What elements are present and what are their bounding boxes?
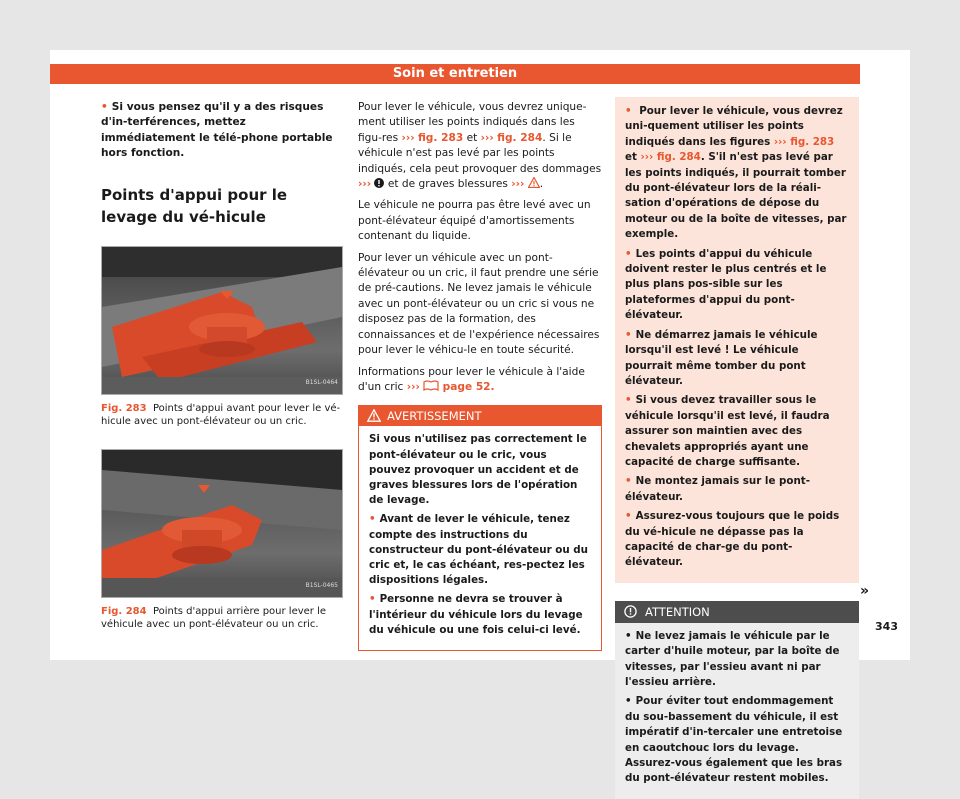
warning-box	[358, 405, 602, 651]
column-3	[615, 97, 859, 799]
warning-header	[359, 406, 601, 426]
warning-continued-box	[615, 97, 859, 583]
attention-title: ATTENTION	[645, 604, 710, 619]
figure-code: B1SL-0465	[305, 582, 338, 590]
attention-box	[615, 601, 859, 799]
figure-rear-lift-points	[101, 449, 343, 598]
attention-item: • Ne levez jamais le véhicule par le carter d'huile moteur, par la boîte de vitesses, par l'essieu avant ni par l'essieu arrière.	[625, 629, 849, 691]
front-lift-point-image	[102, 247, 342, 394]
figure-front-lift-points	[101, 246, 343, 395]
figure-caption-text: Points d'appui arrière pour lever le véhicule avec un pont-élévateur ou un cric.	[101, 605, 327, 631]
warning-triangle-icon	[528, 177, 540, 188]
warning-triangle-icon	[367, 409, 381, 422]
warning-item: • Personne ne devra se trouver à l'intérieur du véhicule lors du levage du véhicule ou une fois celui-ci levé.	[369, 592, 591, 638]
paragraph-lift-points: Pour lever le véhicule, vous devrez unique-ment utiliser les points indiqués dans les figu-res ››› fig. 283 et ››› fig. 284. Si le véhicule n'est pas levé par les points indiqués, cela peut provoquer des dommages ››› et de graves blessures ››› .	[358, 101, 602, 191]
figure-label: Fig. 284	[101, 605, 147, 617]
warning-item: • Ne montez jamais sur le pont-élévateur.	[625, 474, 849, 505]
info-icon	[374, 178, 384, 188]
warning-item: • Assurez-vous toujours que le poids du vé-hicule ne dépasse pas la capacité de char-ge du pont-élévateur.	[625, 509, 849, 571]
column-2	[358, 100, 602, 651]
book-page-icon	[423, 380, 439, 391]
warning-intro: Si vous n'utilisez pas correctement le pont-élévateur ou le cric, vous pouvez provoquer un accident et de graves blessures lors de l'opération de levage.	[369, 433, 587, 507]
rear-lift-point-image	[102, 450, 342, 597]
intro-bullet: • Si vous pensez qu'il y a des risques d'in-terférences, mettez immédiatement le télé-phone portable hors fonction.	[101, 100, 341, 162]
link-fig-283[interactable]: fig. 283	[417, 131, 464, 144]
link-fig-284[interactable]: fig. 284	[497, 131, 543, 144]
link-fig-283[interactable]: fig. 283	[790, 135, 835, 148]
column-1	[101, 100, 341, 652]
warning-title: AVERTISSEMENT	[387, 409, 482, 424]
warning-item: • Avant de lever le véhicule, tenez compte des instructions du constructeur du pont-élévateur ou du cric et, le cas échéant, res-pectez les dispositions légales.	[369, 512, 591, 588]
attention-item: • Pour éviter tout endommagement du sou-bassement du véhicule, il est impératif d'in-tercaler une entretoise en caoutchouc lors du levage. Assurez-vous également que les bras du pont-élévateur restent mobiles.	[625, 694, 849, 786]
figure-caption	[101, 605, 341, 632]
section-heading: Points d'appui pour le levage du vé-hicule	[101, 185, 288, 226]
warning-item: • Ne démarrez jamais le véhicule lorsqu'il est levé ! Le véhicule pourrait même tomber du pont élévateur.	[625, 328, 849, 390]
paragraph-jack-info: Informations pour lever le véhicule à l'aide d'un cric ››› page 52.	[358, 365, 585, 393]
figure-code: B1SL-0464	[305, 379, 338, 387]
page-number: 343	[875, 620, 898, 633]
warning-item: • Si vous devez travailler sous le véhicule lorsqu'il est levé, il faudra assurer son maintien avec des chevalets appropriés ayant une capacité de charge suffisante.	[625, 393, 849, 470]
page-header: Soin et entretien	[50, 64, 860, 84]
link-page-52[interactable]: page 52.	[442, 380, 495, 393]
warning-body	[359, 426, 601, 650]
warning-item: • Les points d'appui du véhicule doivent rester le plus centrés et le plus plans pos-sible sur les plateformes d'appui du pont-élévateur.	[625, 247, 849, 324]
paragraph-precautions: Pour lever un véhicule avec un pont-élévateur ou un cric, il faut prendre une série de pré-cautions. Ne levez jamais le véhicule avec un pont-élévateur ou un cric si vous ne disposez pas de la formation, des connaissances et de l'expérience nécessaires pour lever le véhicu-le en toute sécurité.	[358, 251, 600, 357]
warning-item: • Pour lever le véhicule, vous devrez uni-quement utiliser les points indiqués dans les figures ››› fig. 283 et ››› fig. 284. S'il n'est pas levé par les points indiqués, il pourrait tomber du pont-élévateur lors de la réali-sation d'opérations de dépose du moteur ou de la boîte de vitesses, par exemple.	[625, 104, 849, 243]
paragraph-hydraulic: Le véhicule ne pourra pas être levé avec un pont-élévateur équipé d'amortissements contenant du liquide.	[358, 199, 591, 243]
link-fig-284[interactable]: fig. 284	[656, 151, 701, 164]
figure-caption	[101, 402, 341, 429]
figure-caption-text: Points d'appui avant pour lever le vé-hicule avec un pont-élévateur ou un cric.	[101, 402, 341, 428]
attention-body	[615, 623, 859, 799]
attention-circle-icon	[624, 605, 637, 618]
figure-label: Fig. 283	[101, 402, 147, 414]
attention-header	[615, 601, 859, 623]
continue-marker: »	[860, 583, 870, 599]
